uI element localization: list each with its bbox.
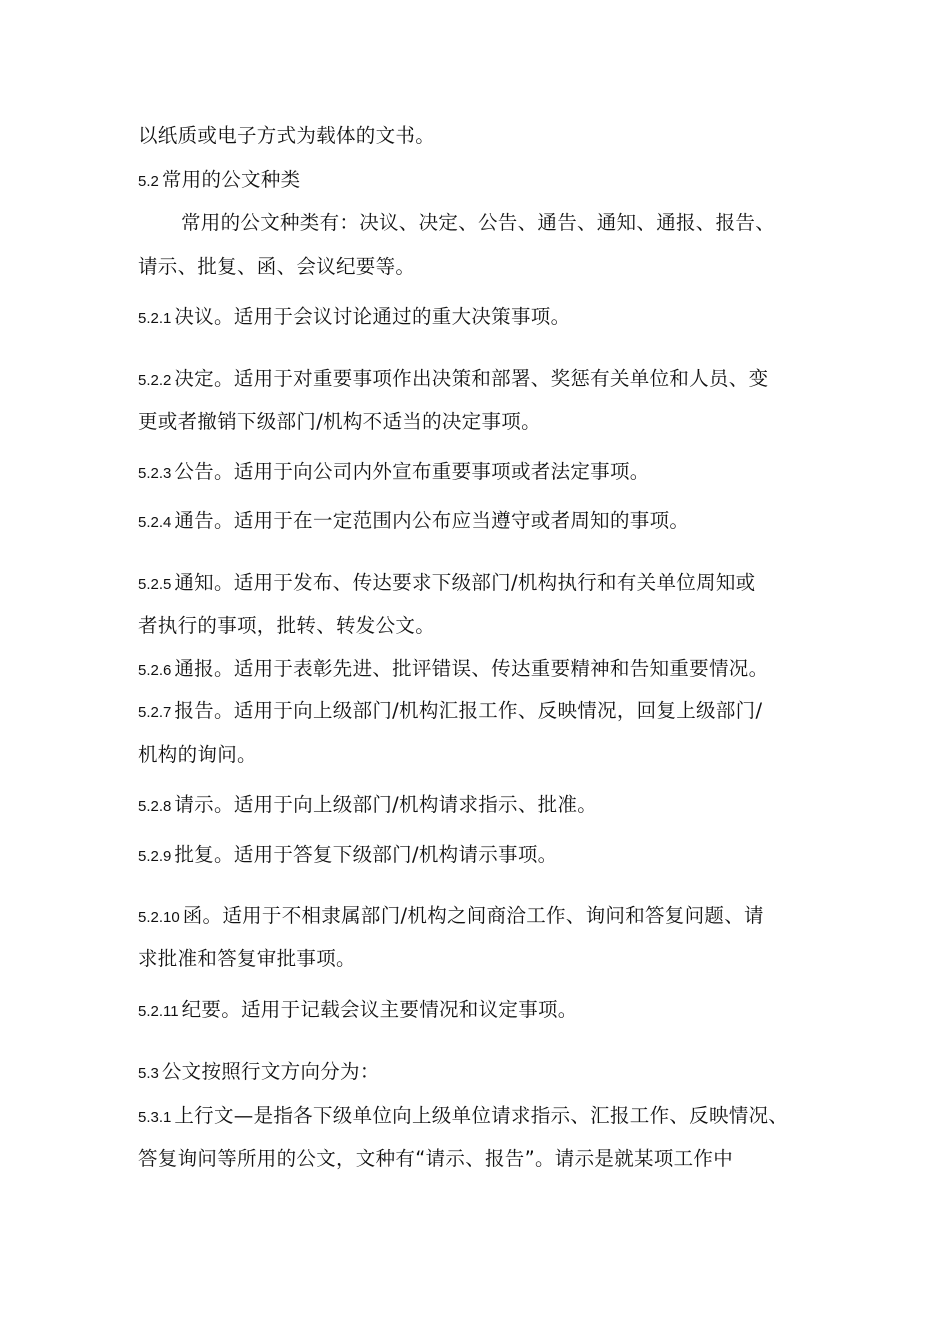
item-number: 5.2.1: [138, 310, 172, 327]
item-number: 5.2.11: [138, 1003, 179, 1020]
line-text: 以纸质或电子方式为载体的文书。: [138, 124, 436, 147]
item-number: 5.3.1: [138, 1109, 172, 1126]
item-text: 批复。适用于答复下级部门/机构请示事项。: [174, 843, 558, 866]
list-item: [138, 509, 689, 535]
list-item: [138, 699, 762, 725]
list-item: [138, 904, 764, 930]
line-text: 答复询问等所用的公文，文种有“请示、报告”。请示是就某项工作中: [138, 1147, 734, 1170]
text-line: [138, 410, 541, 434]
text-line: [138, 1147, 733, 1171]
text-line: [181, 211, 775, 235]
section-heading: [138, 168, 300, 194]
item-number: 5.2.8: [138, 798, 172, 815]
list-item: [138, 571, 755, 597]
item-text: 通告。适用于在一定范围内公布应当遵守或者周知的事项。: [174, 509, 690, 532]
item-number: 5.2.5: [138, 576, 172, 593]
item-text: 公告。适用于向公司内外宣布重要事项或者法定事项。: [174, 460, 650, 483]
item-number: 5.2.10: [138, 909, 180, 926]
line-text: 请示、批复、函、会议纪要等。: [138, 255, 416, 278]
line-text: 者执行的事项，批转、转发公文。: [138, 614, 436, 637]
item-text: 决定。适用于对重要事项作出决策和部署、奖惩有关单位和人员、变: [174, 367, 769, 390]
line-text: 更或者撤销下级部门/机构不适当的决定事项。: [138, 410, 541, 433]
text-line: [138, 743, 257, 767]
item-number: 5.2.7: [138, 704, 172, 721]
line-text: 求批准和答复审批事项。: [138, 947, 356, 970]
text-line: [138, 124, 435, 148]
item-text: 通报。适用于表彰先进、批评错误、传达重要精神和告知重要情况。: [174, 657, 769, 680]
item-text: 上行文—是指各下级单位向上级单位请求指示、汇报工作、反映情况、: [174, 1104, 789, 1127]
item-number: 5.2.9: [138, 848, 172, 865]
text-line: [138, 255, 415, 279]
item-text: 通知。适用于发布、传达要求下级部门/机构执行和有关单位周知或: [174, 571, 756, 594]
list-item: [138, 793, 597, 819]
line-text: 机构的询问。: [138, 743, 257, 766]
item-text: 请示。适用于向上级部门/机构请求指示、批准。: [174, 793, 598, 816]
line-text: 常用的公文种类有：决议、决定、公告、通告、通知、通报、报告、: [181, 211, 776, 234]
item-text: 纪要。适用于记载会议主要情况和议定事项。: [181, 998, 578, 1021]
item-number: 5.2.6: [138, 662, 172, 679]
heading-text: 公文按照行文方向分为：: [161, 1060, 380, 1083]
list-item: [138, 1104, 788, 1130]
section-heading: [138, 1060, 380, 1086]
item-number: 5.2.4: [138, 514, 172, 531]
list-item: [138, 460, 650, 486]
text-line: [138, 614, 435, 638]
item-number: 5.2.3: [138, 465, 172, 482]
list-item: [138, 998, 578, 1024]
list-item: [138, 657, 768, 683]
item-number: 5.2.2: [138, 372, 172, 389]
list-item: [138, 367, 768, 393]
list-item: [138, 843, 557, 869]
item-text: 报告。适用于向上级部门/机构汇报工作、反映情况，回复上级部门/: [174, 699, 763, 722]
section-number: 5.3: [138, 1065, 159, 1082]
item-text: 函。适用于不相隶属部门/机构之间商洽工作、询问和答复问题、请: [182, 904, 764, 927]
heading-text: 常用的公文种类: [161, 168, 301, 191]
item-text: 决议。适用于会议讨论通过的重大决策事项。: [174, 305, 571, 328]
text-line: [138, 947, 356, 971]
list-item: [138, 305, 570, 331]
section-number: 5.2: [138, 173, 159, 190]
